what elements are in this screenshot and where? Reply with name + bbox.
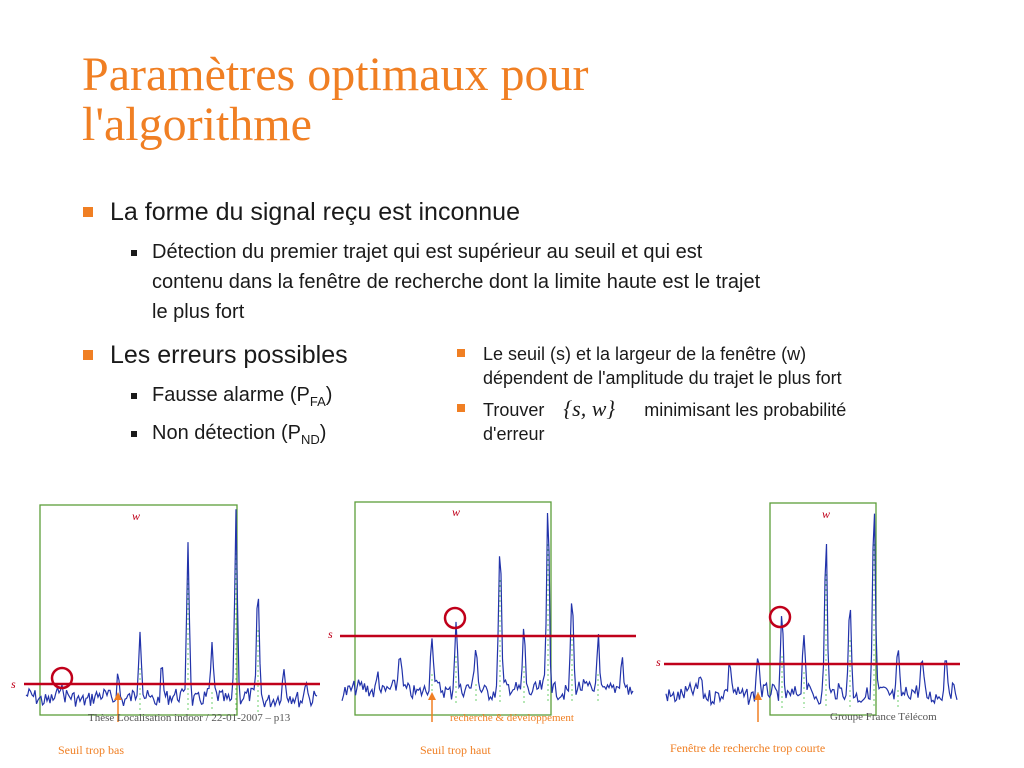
- title-line-1: Paramètres optimaux pour: [82, 48, 589, 101]
- caption-threshold-too-high: Seuil trop haut: [420, 743, 491, 757]
- signal-trace-0: [26, 509, 317, 707]
- non-detection-text: Non détection (P: [152, 422, 301, 444]
- non-detection-close: ): [319, 422, 327, 444]
- detection-circle-1: [445, 608, 465, 628]
- detection-line-3: le plus fort: [152, 301, 245, 323]
- title-line-2: l'algorithme: [82, 98, 312, 151]
- bullet-possible-errors: Les erreurs possibles: [110, 341, 348, 369]
- threshold-line-1: Le seuil (s) et la largeur de la fenêtre (w): [483, 344, 807, 364]
- w-label-0: w: [132, 509, 141, 523]
- find-prefix: Trouver: [483, 400, 545, 420]
- find-suffix: minimisant les probabilité: [644, 400, 847, 420]
- caption-threshold-too-low: Seuil trop bas: [58, 743, 124, 757]
- false-alarm-close: ): [325, 384, 333, 406]
- detection-line-2: contenu dans la fenêtre de recherche dont la limite haute est le trajet: [152, 271, 761, 293]
- math-s-w: {s, w}: [563, 396, 616, 421]
- find-line-2: d'erreur: [483, 424, 545, 444]
- false-alarm-text: Fausse alarme (P: [152, 384, 310, 406]
- signal-trace-1: [342, 513, 633, 701]
- non-detection-subscript: ND: [300, 432, 320, 447]
- signal-trace-2: [666, 514, 957, 705]
- w-label-2: w: [822, 507, 831, 521]
- w-label-1: w: [452, 505, 461, 519]
- detection-line-1: Détection du premier trajet qui est supérieur au seuil et qui est: [152, 241, 703, 263]
- bullet-signal-unknown: La forme du signal reçu est inconnue: [110, 198, 520, 226]
- footer-middle: recherche & développement: [450, 712, 574, 724]
- footer-right: Groupe France Télécom: [830, 711, 937, 723]
- threshold-line-2: dépendent de l'amplitude du trajet le plus fort: [483, 368, 842, 388]
- s-label-1: s: [328, 627, 333, 641]
- detection-circle-2: [770, 607, 790, 627]
- s-label-2: s: [656, 655, 661, 669]
- false-alarm-subscript: FA: [309, 394, 326, 409]
- arrow-head-1: [428, 692, 436, 700]
- caption-window-too-short: Fenêtre de recherche trop courte: [670, 741, 826, 755]
- s-label-0: s: [11, 677, 16, 691]
- footer-left: Thèse Localisation indoor / 22-01-2007 – p13: [88, 712, 291, 724]
